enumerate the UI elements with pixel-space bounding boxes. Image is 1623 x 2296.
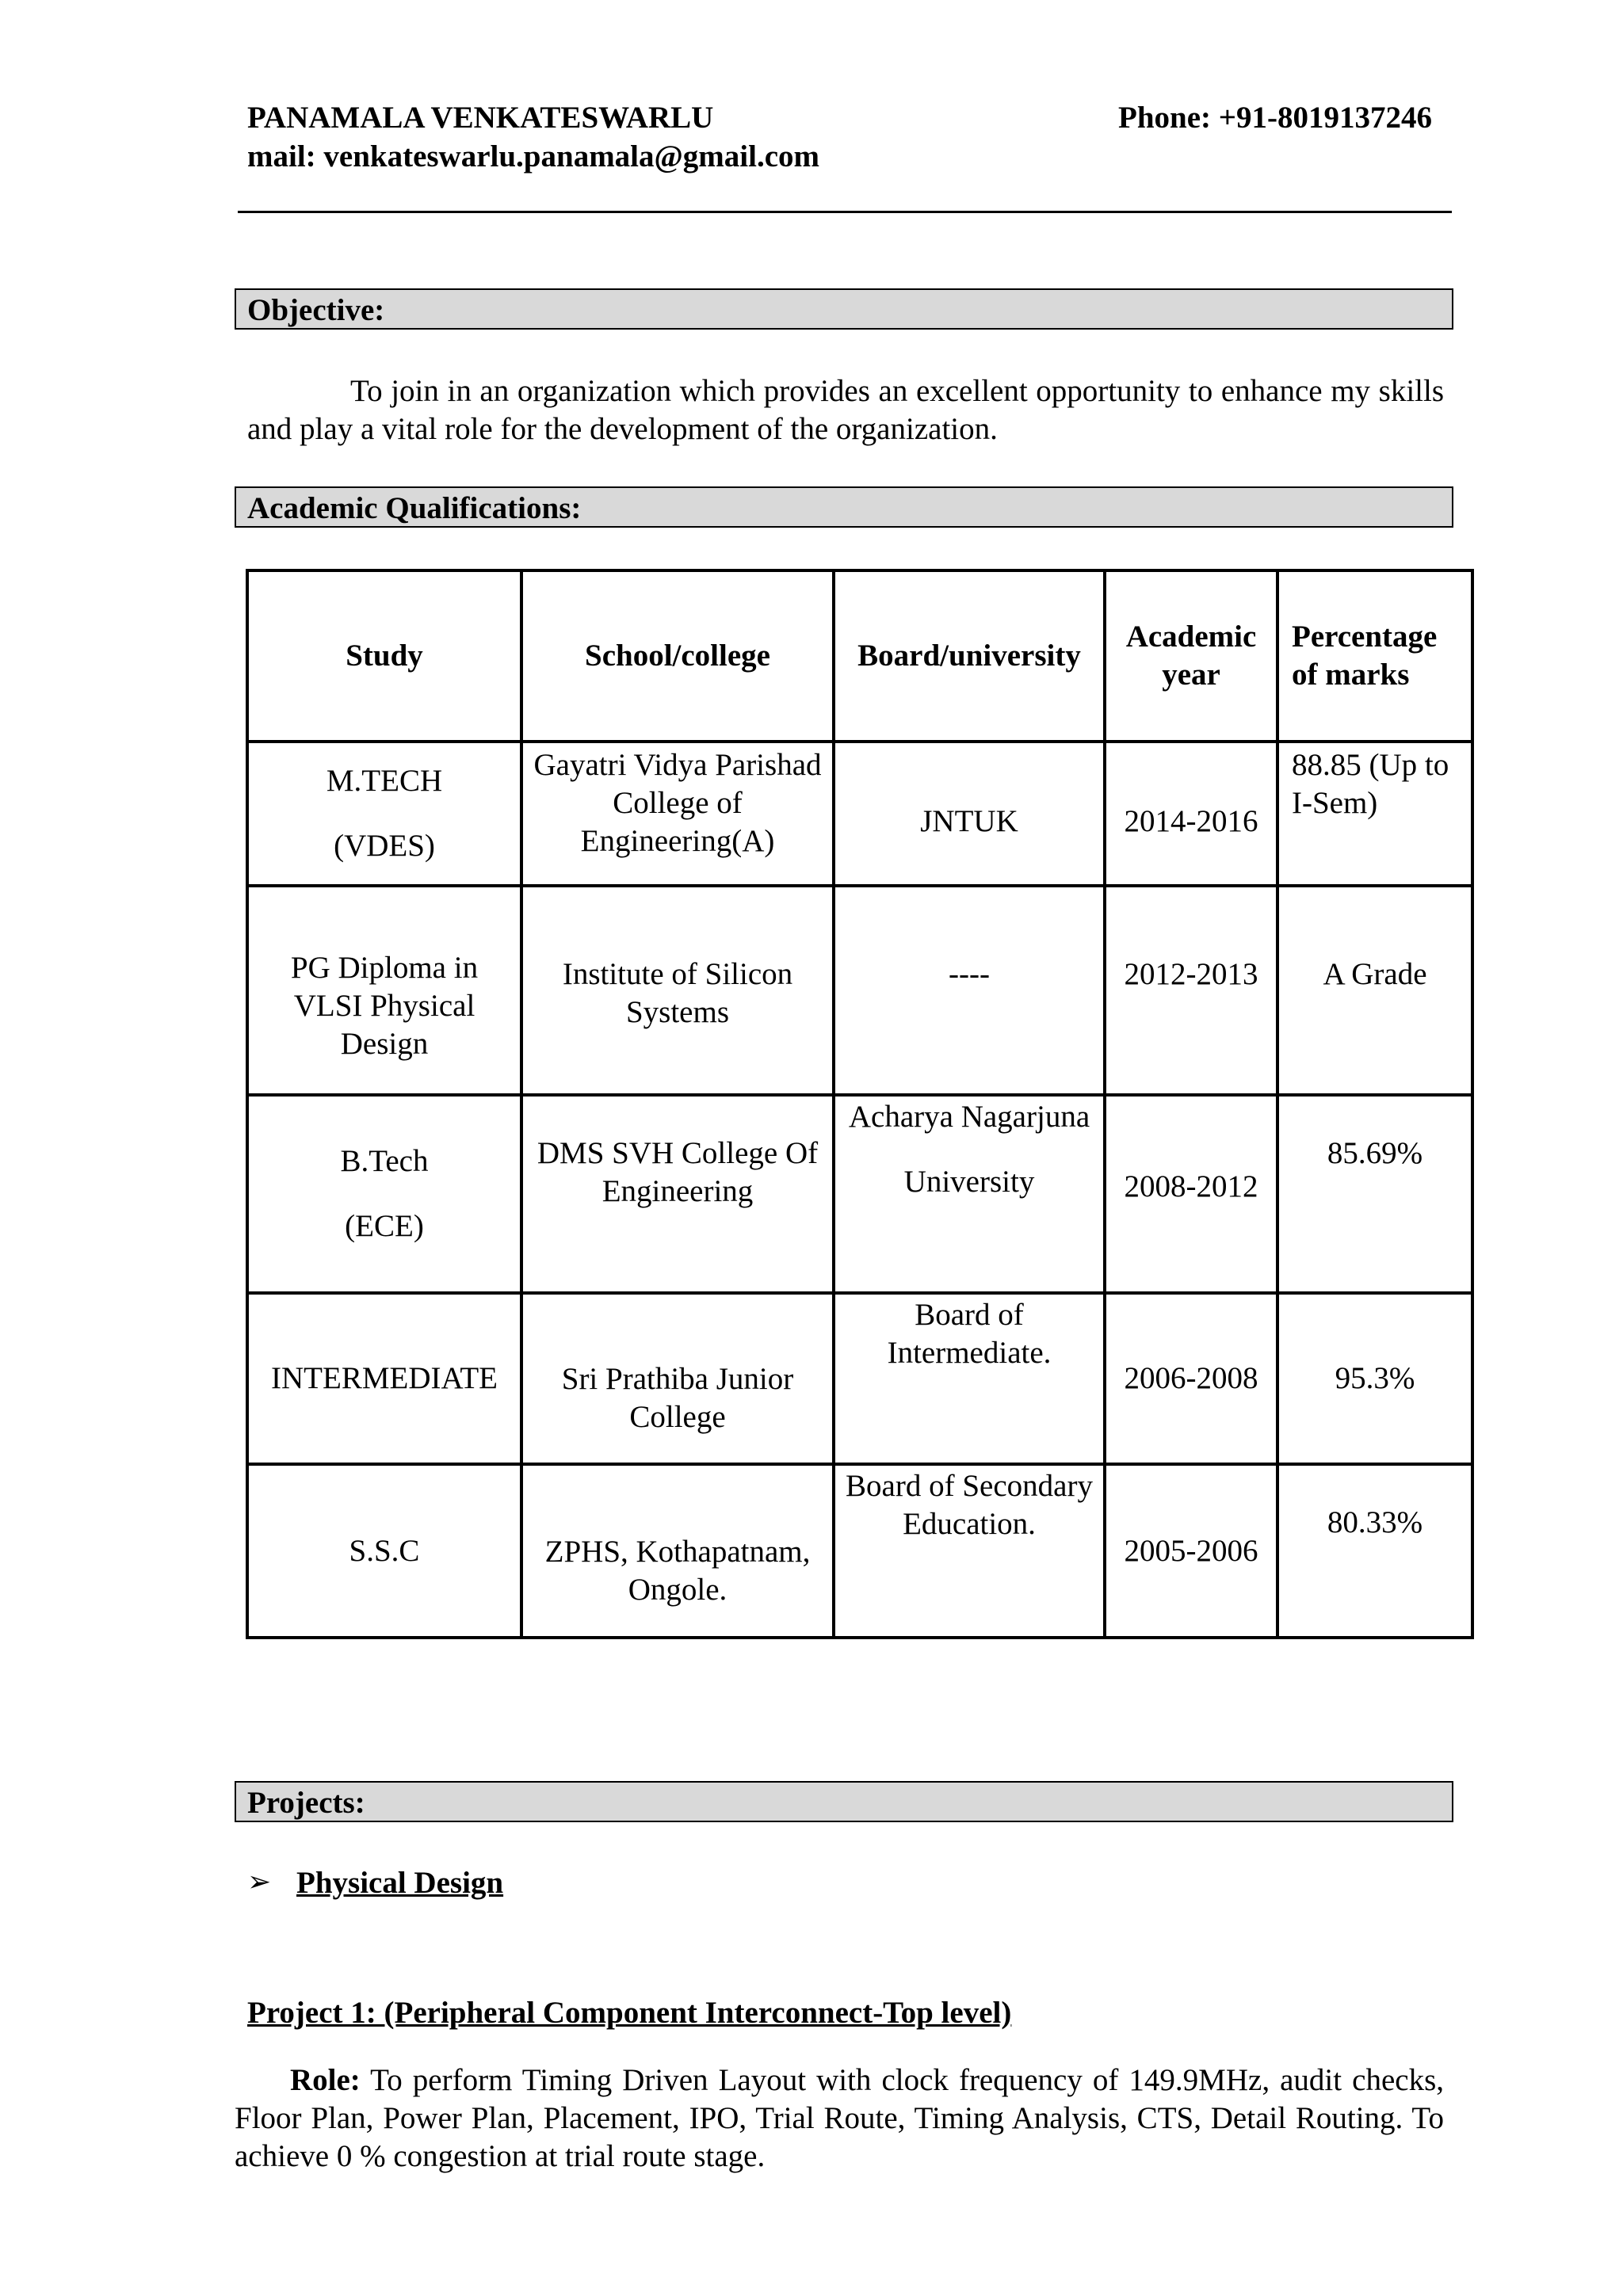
academic-section-bar	[235, 486, 1453, 528]
cell-study: PG Diploma in VLSI Physical Design	[247, 886, 521, 1095]
table-row	[247, 1095, 1472, 1293]
arrow-bullet-icon: ➢	[247, 1866, 272, 1897]
cell-study: INTERMEDIATE	[247, 1293, 521, 1464]
table-row	[247, 886, 1472, 1095]
projects-section-bar	[235, 1781, 1453, 1822]
objective-text: To join in an organization which provides an excellent opportunity to enhance my skills and play a vital role for the development of the organization.	[247, 374, 1444, 446]
table-row	[247, 1293, 1472, 1464]
header-study: Study	[247, 570, 521, 742]
header-school: School/college	[521, 570, 834, 742]
cell-percentage: 85.69%	[1277, 1095, 1472, 1293]
cell-board: Board of Intermediate.	[834, 1293, 1105, 1464]
academic-heading: Academic Qualifications:	[247, 491, 582, 525]
objective-section-bar	[235, 288, 1453, 330]
cell-year: 2014-2016	[1105, 742, 1277, 886]
cell-percentage: 95.3%	[1277, 1293, 1472, 1464]
header-divider	[238, 211, 1452, 213]
table-row	[247, 742, 1472, 886]
cell-year: 2005-2006	[1105, 1464, 1277, 1638]
phone-number: Phone: +91-8019137246	[1118, 101, 1432, 135]
objective-heading: Objective:	[247, 293, 385, 327]
cell-study: M.TECH (VDES)	[247, 742, 521, 886]
header-percentage: Percentage of marks	[1277, 570, 1472, 742]
cell-board: Board of Secondary Education.	[834, 1464, 1105, 1638]
project-1-role	[235, 2061, 1444, 2176]
cell-school: Gayatri Vidya Parishad College of Engineering(A)	[521, 742, 834, 886]
role-label: Role:	[290, 2063, 361, 2097]
cell-school: Institute of Silicon Systems	[521, 886, 834, 1095]
candidate-name: PANAMALA VENKATESWARLU	[247, 101, 714, 135]
header-board: Board/university	[834, 570, 1105, 742]
role-description: To perform Timing Driven Layout with clock frequency of 149.9MHz, audit checks, Floor Plan, Power Plan, Placement, IPO, Trial Route, Timing Analysis, CTS, Detail Routing. To achieve 0 % congestion at trial route stage.	[235, 2063, 1444, 2173]
cell-percentage: 80.33%	[1277, 1464, 1472, 1638]
cell-board: ----	[834, 886, 1105, 1095]
cell-year: 2008-2012	[1105, 1095, 1277, 1293]
cell-school: DMS SVH College Of Engineering	[521, 1095, 834, 1293]
project-category: Physical Design	[296, 1866, 504, 1900]
cell-percentage: 88.85 (Up to I-Sem)	[1277, 742, 1472, 886]
cell-percentage: A Grade	[1277, 886, 1472, 1095]
cell-board: JNTUK	[834, 742, 1105, 886]
cell-school: ZPHS, Kothapatnam, Ongole.	[521, 1464, 834, 1638]
cell-study: S.S.C	[247, 1464, 521, 1638]
cell-year: 2006-2008	[1105, 1293, 1277, 1464]
project-1-title: Project 1: (Peripheral Component Interconnect-Top level)	[247, 1996, 1012, 2030]
cell-study: B.Tech (ECE)	[247, 1095, 521, 1293]
cell-year: 2012-2013	[1105, 886, 1277, 1095]
academic-table	[246, 569, 1474, 1639]
cell-board: Acharya Nagarjuna University	[834, 1095, 1105, 1293]
email-address: mail: venkateswarlu.panamala@gmail.com	[247, 139, 819, 174]
table-row	[247, 1464, 1472, 1638]
projects-heading: Projects:	[247, 1786, 365, 1820]
header-year: Academic year	[1105, 570, 1277, 742]
table-header-row	[247, 570, 1472, 742]
cell-school: Sri Prathiba Junior College	[521, 1293, 834, 1464]
